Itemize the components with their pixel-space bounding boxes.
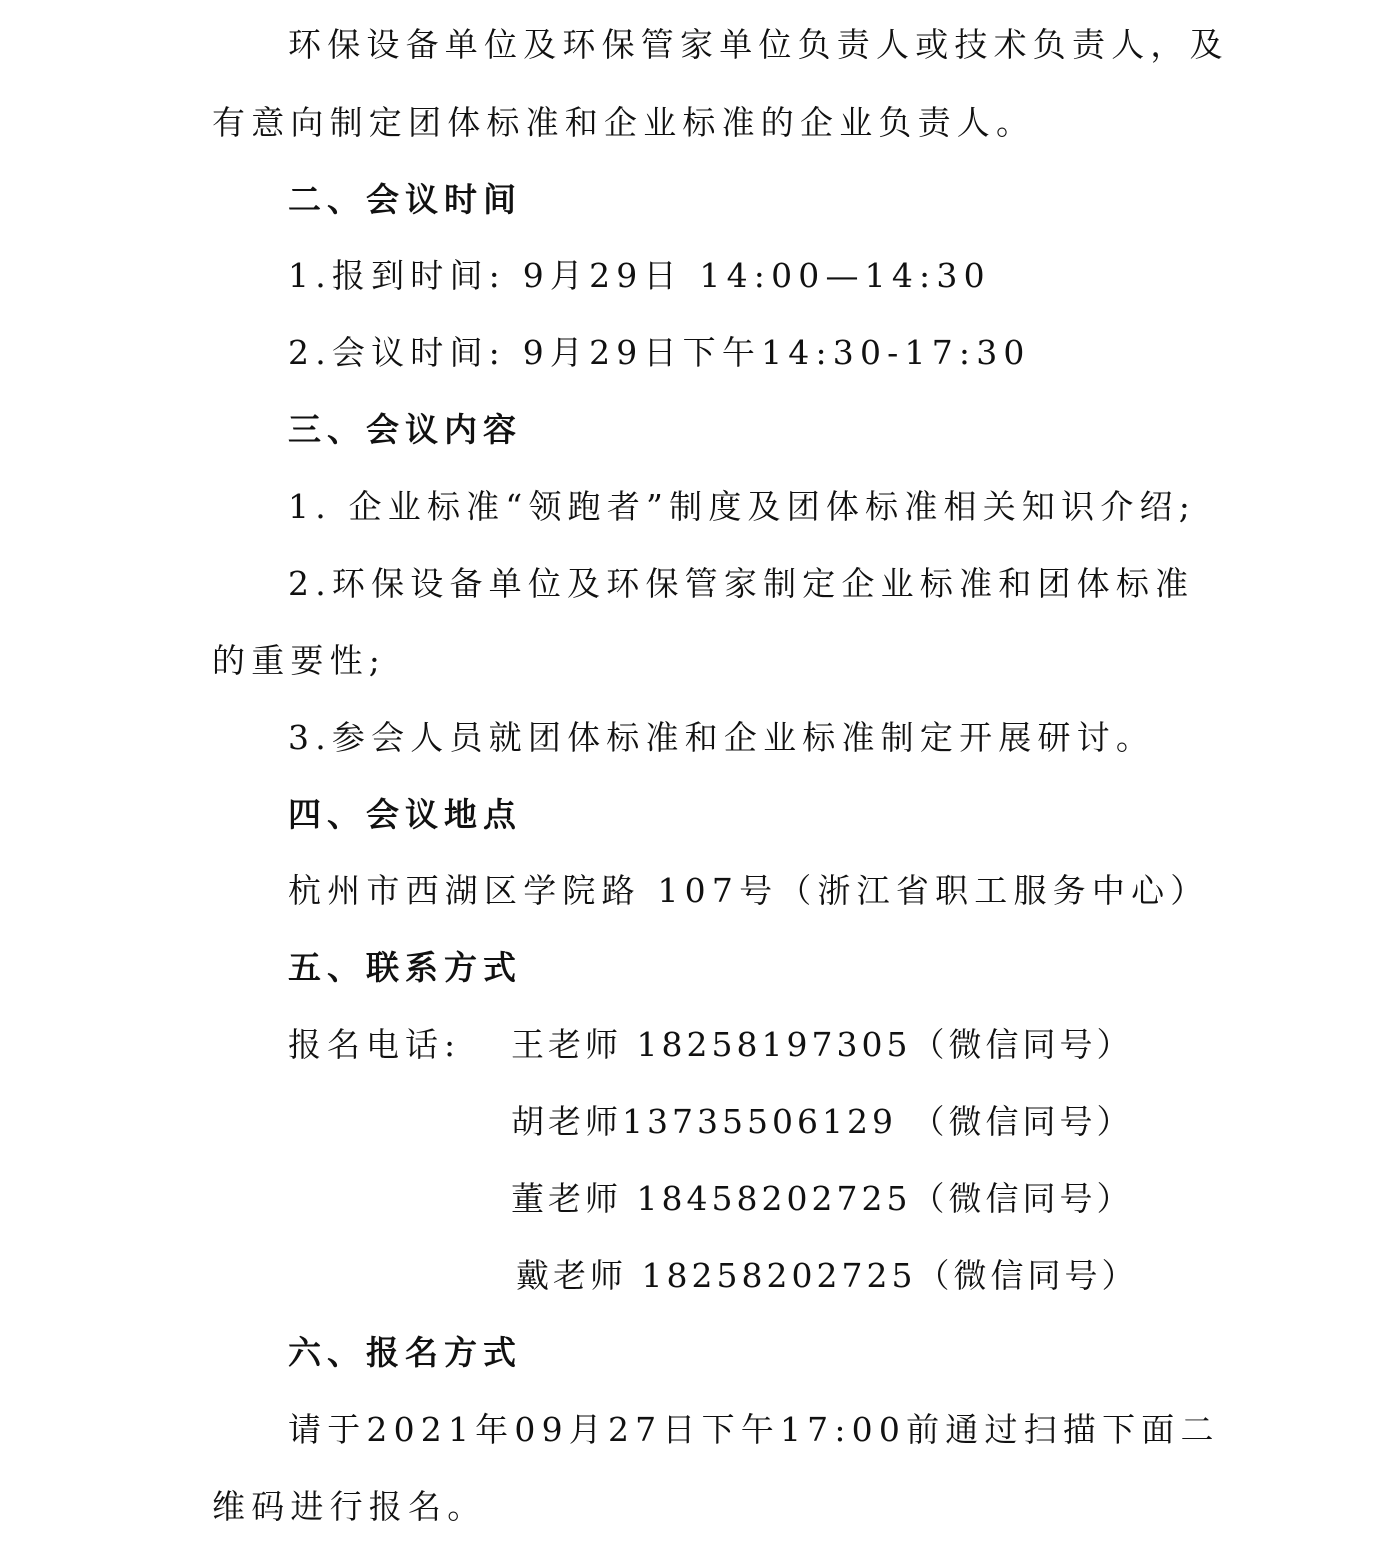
contact-hu: 胡老师13735506129 （微信同号） — [511, 1102, 1134, 1141]
meeting-time: 2.会议时间: 9月29日下午14:30-17:30 — [288, 333, 1031, 372]
section-heading-contact: 五、联系方式 — [288, 948, 522, 987]
content-item-3: 3.参会人员就团体标准和企业标准制定开展研讨。 — [288, 718, 1156, 757]
phone-label: 报名电话: — [288, 1025, 462, 1064]
contact-dong: 董老师 18458202725（微信同号） — [511, 1179, 1134, 1218]
contact-dai: 戴老师 18258202725（微信同号） — [516, 1256, 1139, 1295]
section-heading-time: 二、会议时间 — [288, 180, 522, 219]
registration-line-2: 维码进行报名。 — [212, 1487, 487, 1526]
content-item-1: 1. 企业标准“领跑者”制度及团体标准相关知识介绍; — [288, 487, 1197, 526]
meeting-address: 杭州市西湖区学院路 107号（浙江省职工服务中心） — [288, 871, 1210, 910]
registration-time: 1.报到时间: 9月29日 14:00—14:30 — [288, 256, 991, 295]
section-heading-content: 三、会议内容 — [288, 410, 522, 449]
registration-line-1: 请于2021年09月27日下午17:00前通过扫描下面二 — [288, 1410, 1220, 1449]
content-item-2-line-1: 2.环保设备单位及环保管家制定企业标准和团体标准 — [288, 564, 1195, 603]
section-heading-location: 四、会议地点 — [288, 795, 522, 834]
section-heading-registration: 六、报名方式 — [288, 1333, 522, 1372]
intro-line-2: 有意向制定团体标准和企业标准的企业负责人。 — [212, 103, 1036, 142]
contact-wang: 王老师 18258197305（微信同号） — [511, 1025, 1134, 1064]
intro-line-1: 环保设备单位及环保管家单位负责人或技术负责人，及 — [288, 25, 1229, 64]
content-item-2-line-2: 的重要性; — [212, 641, 387, 680]
